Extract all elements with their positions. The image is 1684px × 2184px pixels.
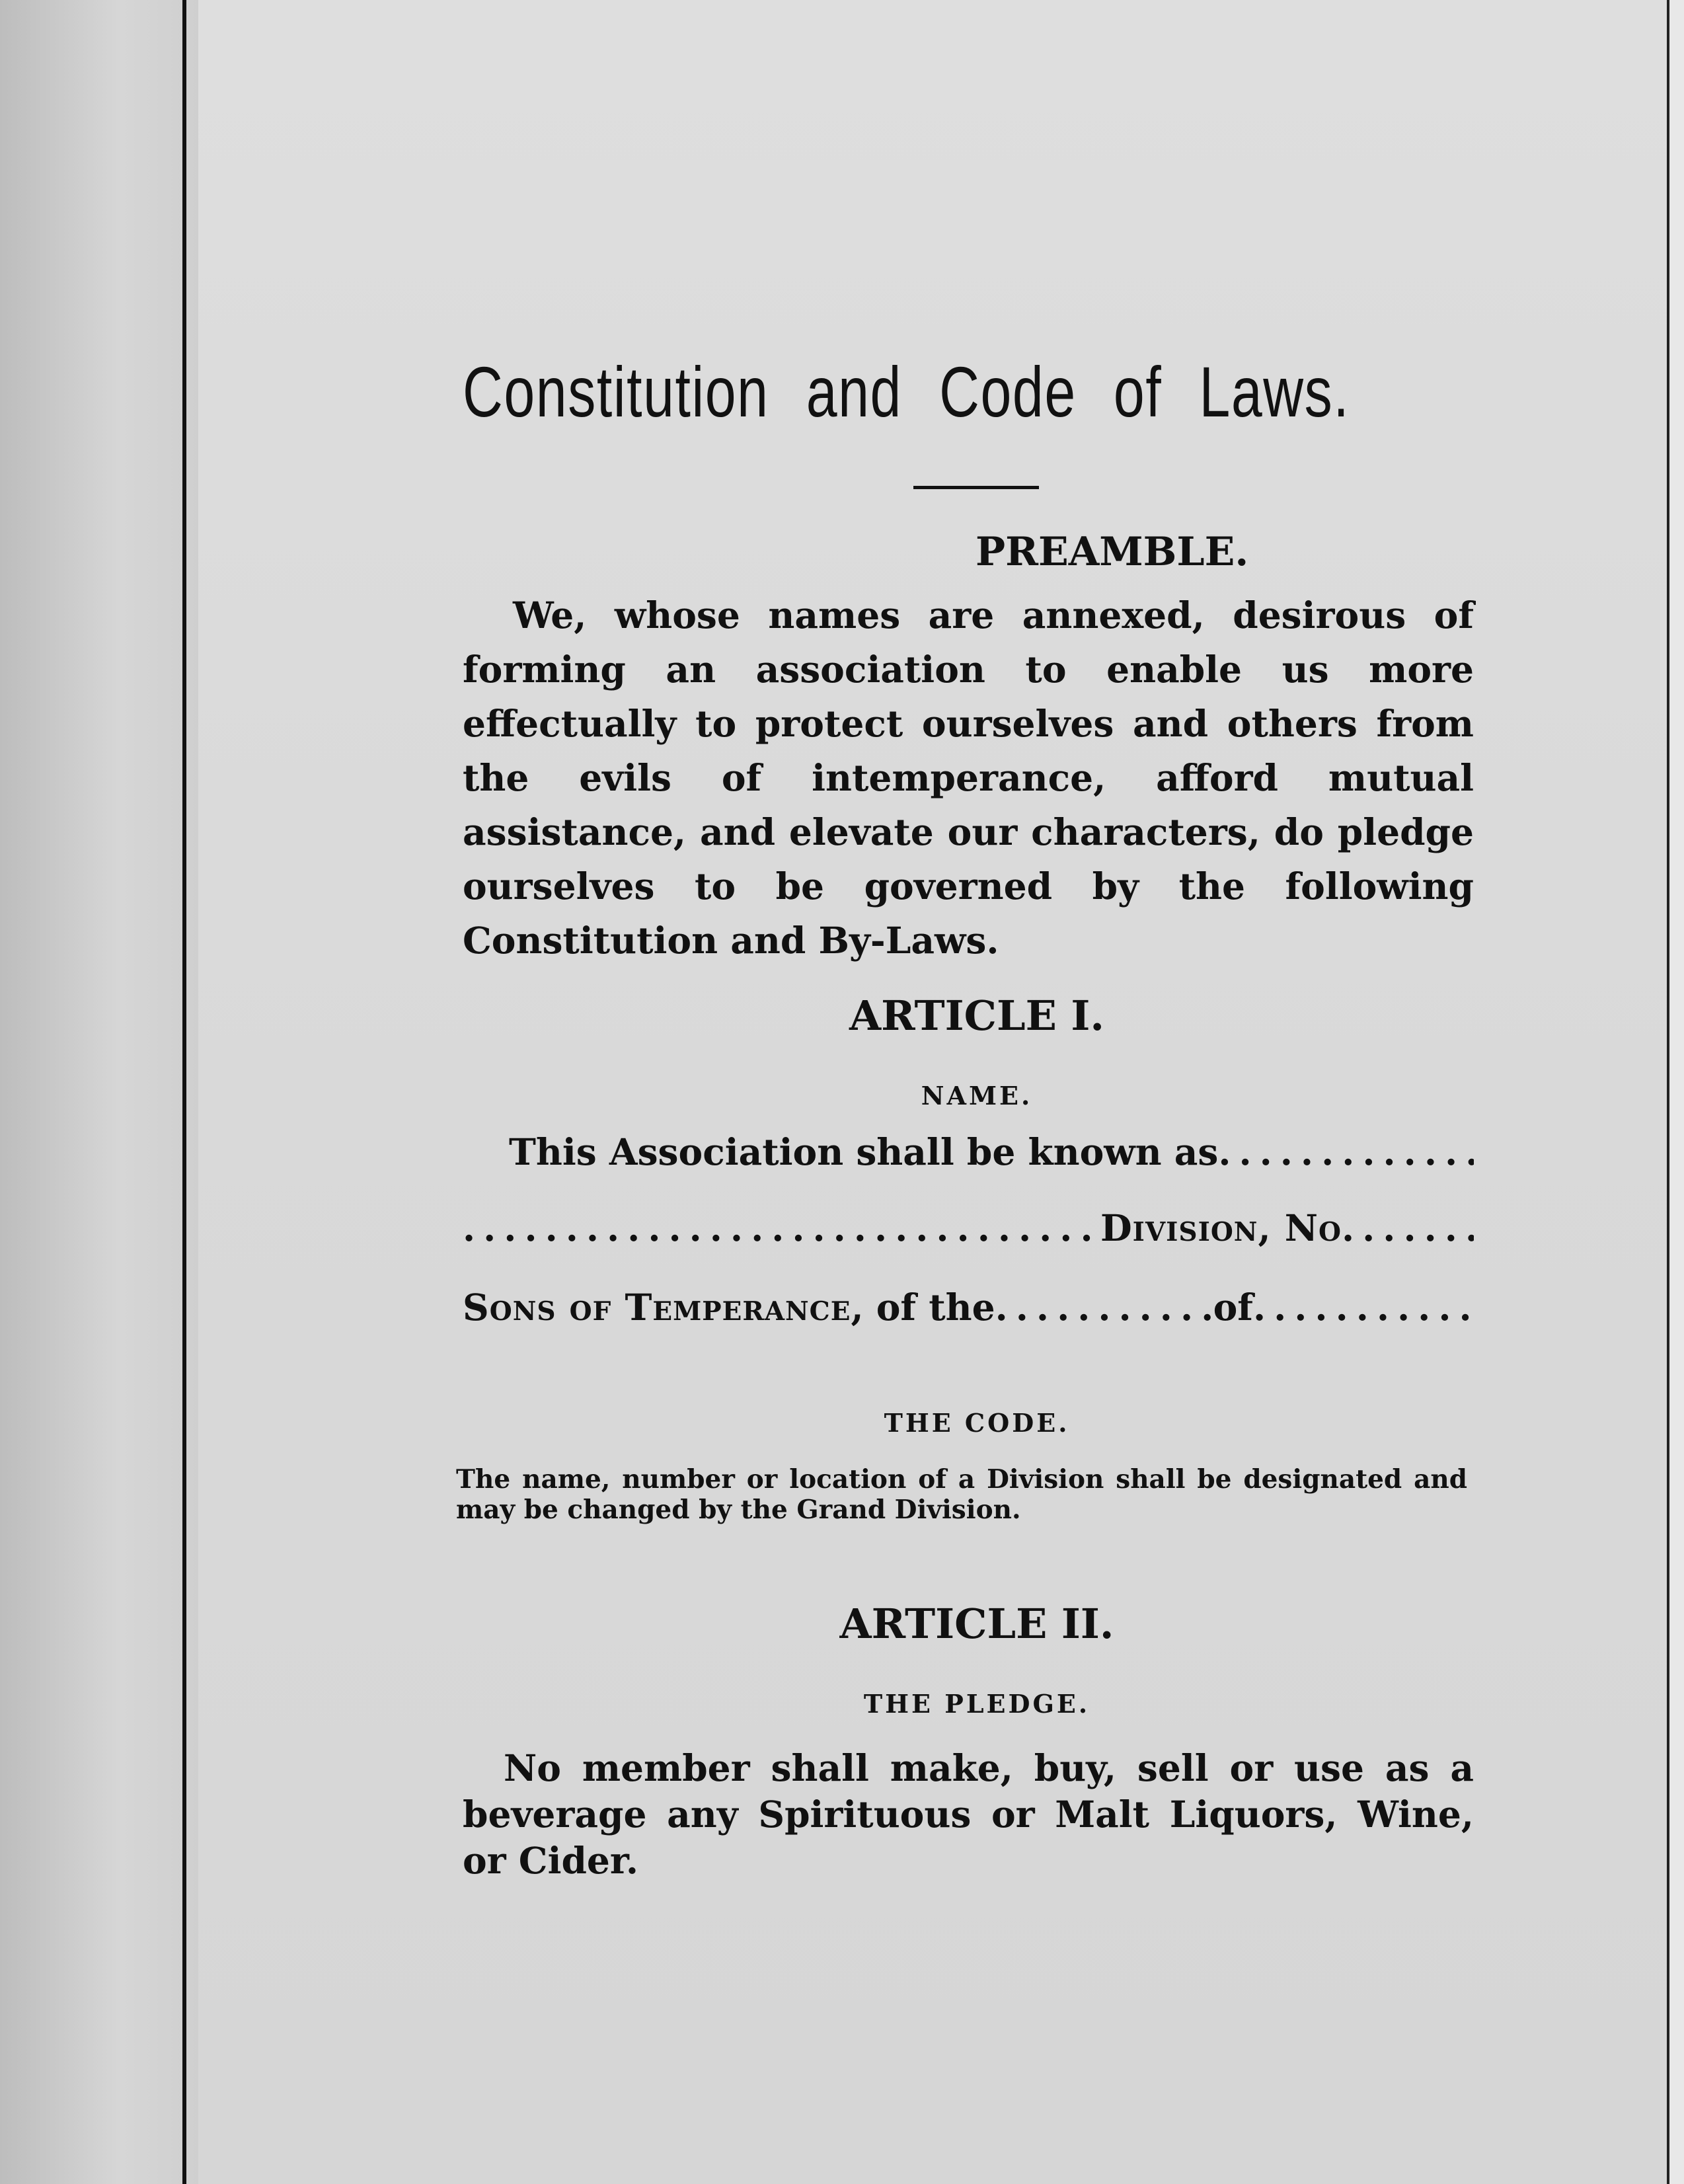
association-name-line xyxy=(463,1130,1474,1173)
code-text: The name, number or location of a Division shall be designated and may be changed by the Grand Division. xyxy=(456,1464,1467,1525)
of-the-label: , of the xyxy=(851,1286,995,1329)
location-blank xyxy=(1253,1286,1474,1329)
sons-of-temperance-label: Sons of Temperance xyxy=(463,1286,851,1329)
division-blank xyxy=(463,1206,1100,1249)
preamble-text: We, whose names are annexed, desirous of forming an association to enable us more effectually to protect ourselves and others from the evils of intemperance, afford mutual assistance, and elevate our characters, do pledge ourselves to be governed by the following Constitution and By-Laws. xyxy=(463,594,1474,962)
article-1-subheading: NAME. xyxy=(921,1081,1033,1111)
division-label: Division, No xyxy=(1100,1206,1342,1249)
division-number-line xyxy=(463,1206,1474,1249)
article-2-subheading: THE PLEDGE. xyxy=(863,1689,1091,1719)
name-blank xyxy=(1218,1130,1474,1173)
sons-of-temperance-line xyxy=(463,1286,1474,1329)
title-divider xyxy=(913,486,1039,489)
pledge-text: No member shall make, buy, sell or use as a beverage any Spirituous or Malt Liquors, Wine, or Cider. xyxy=(463,1746,1474,1882)
article-1-heading: ARTICLE I. xyxy=(849,992,1105,1040)
article-2-heading: ARTICLE II. xyxy=(839,1600,1114,1648)
document-title: Constitution and Code of Laws. xyxy=(463,352,1350,432)
code-heading: THE CODE. xyxy=(884,1408,1070,1438)
of-label: of xyxy=(1213,1286,1253,1329)
number-blank xyxy=(1342,1206,1474,1249)
jurisdiction-blank xyxy=(995,1286,1213,1329)
association-name-label: This Association shall be known as xyxy=(509,1130,1219,1173)
